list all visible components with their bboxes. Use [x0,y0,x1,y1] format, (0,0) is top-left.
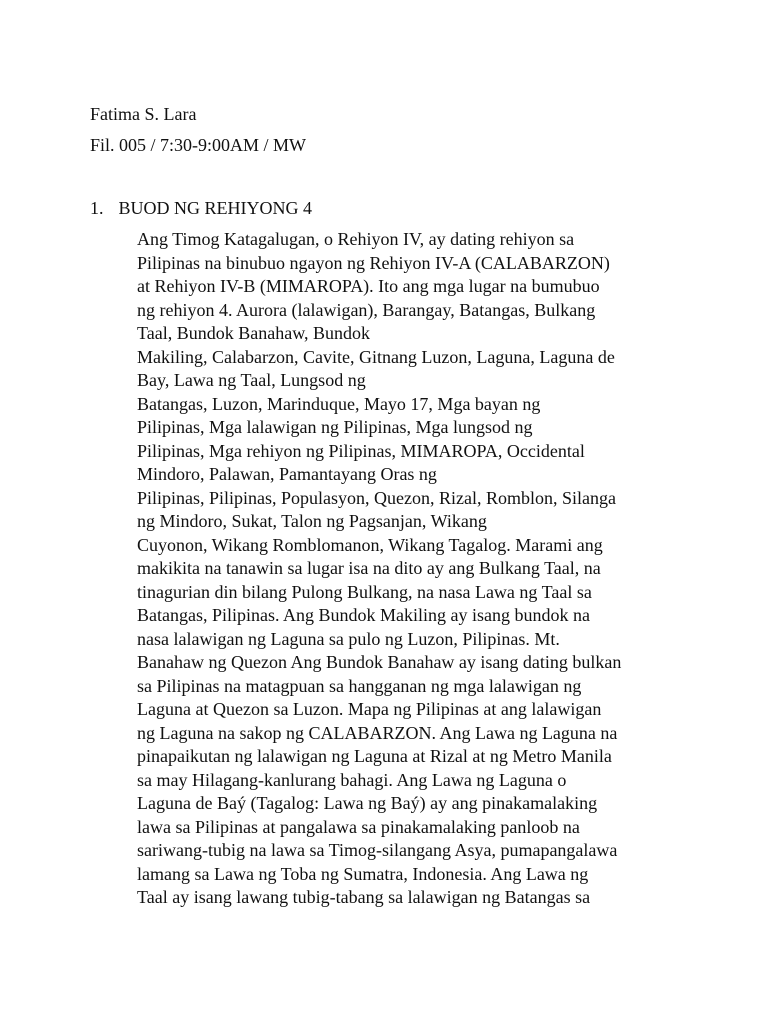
body-line: Cuyonon, Wikang Romblomanon, Wikang Tagalog. Marami ang [137,534,603,555]
body-line: Banahaw ng Quezon Ang Bundok Banahaw ay isang dating bulkan [137,652,622,672]
body-line: Batangas, Luzon, Marinduque, Mayo 17, Mga bayan ng [137,393,541,414]
body-line: Ang Timog Katagalugan, o Rehiyon IV, ay dating rehiyon sa [137,229,575,249]
body-line: ng rehiyon 4. Aurora (lalawigan), Barangay, Batangas, Bulkang [137,299,596,320]
body-line: Batangas, Pilipinas. Ang Bundok Makiling ay isang bundok na [137,605,590,625]
author-name: Fatima S. Lara [90,104,197,124]
body-line: Bay, Lawa ng Taal, Lungsod ng [137,370,366,390]
section-title: BUOD NG REHIYONG 4 [118,198,312,218]
body-line: Taal, Bundok Banahaw, Bundok [137,323,371,343]
body-line: at Rehiyon IV-B (MIMAROPA). Ito ang mga lugar na bumubuo [137,276,600,296]
body-line: tinagurian din bilang Pulong Bulkang, na nasa Lawa ng Taal sa [137,581,592,602]
body-line: Makiling, Calabarzon, Cavite, Gitnang Luzon, Laguna, Laguna de [137,346,615,367]
body-line: ng Laguna na sakop ng CALABARZON. Ang Lawa ng Laguna na [137,722,618,743]
body-line: Pilipinas na binubuo ngayon ng Rehiyon IV-A (CALABARZON) [137,252,610,273]
body-line: Pilipinas, Mga rehiyon ng Pilipinas, MIMAROPA, Occidental [137,440,585,461]
body-line: lamang sa Lawa ng Toba ng Sumatra, Indonesia. Ang Lawa ng [137,863,589,884]
body-line: ng Mindoro, Sukat, Talon ng Pagsanjan, Wikang [137,511,487,531]
body-line: Taal ay isang lawang tubig-tabang sa lalawigan ng Batangas sa [137,887,591,907]
section-body [137,228,697,910]
body-line: Laguna de Baý (Tagalog: Lawa ng Baý) ay ang pinakamalaking [137,793,598,813]
section-number: 1. [90,198,104,218]
body-line: sa may Hilagang-kanlurang bahagi. Ang Lawa ng Laguna o [137,769,567,790]
body-line: sa Pilipinas na matagpuan sa hangganan ng mga lalawigan ng [137,675,582,696]
course-schedule: Fil. 005 / 7:30-9:00AM / MW [90,135,307,155]
body-line: Laguna at Quezon sa Luzon. Mapa ng Pilipinas at ang lalawigan [137,699,602,719]
body-line: nasa lalawigan ng Laguna sa pulo ng Luzon, Pilipinas. Mt. [137,628,560,649]
body-line: Pilipinas, Mga lalawigan ng Pilipinas, Mga lungsod ng [137,417,533,437]
body-line: pinapaikutan ng lalawigan ng Laguna at Rizal at ng Metro Manila [137,746,612,766]
body-line: Pilipinas, Pilipinas, Populasyon, Quezon, Rizal, Romblon, Silanga [137,487,616,508]
body-line: makikita na tanawin sa lugar isa na dito ay ang Bulkang Taal, na [137,558,601,578]
body-line: sariwang-tubig na lawa sa Timog-silangang Asya, pumapangalawa [137,840,618,860]
section-heading [90,197,312,219]
body-line: lawa sa Pilipinas at pangalawa sa pinakamalaking panloob na [137,816,580,837]
body-line: Mindoro, Palawan, Pamantayang Oras ng [137,464,437,484]
